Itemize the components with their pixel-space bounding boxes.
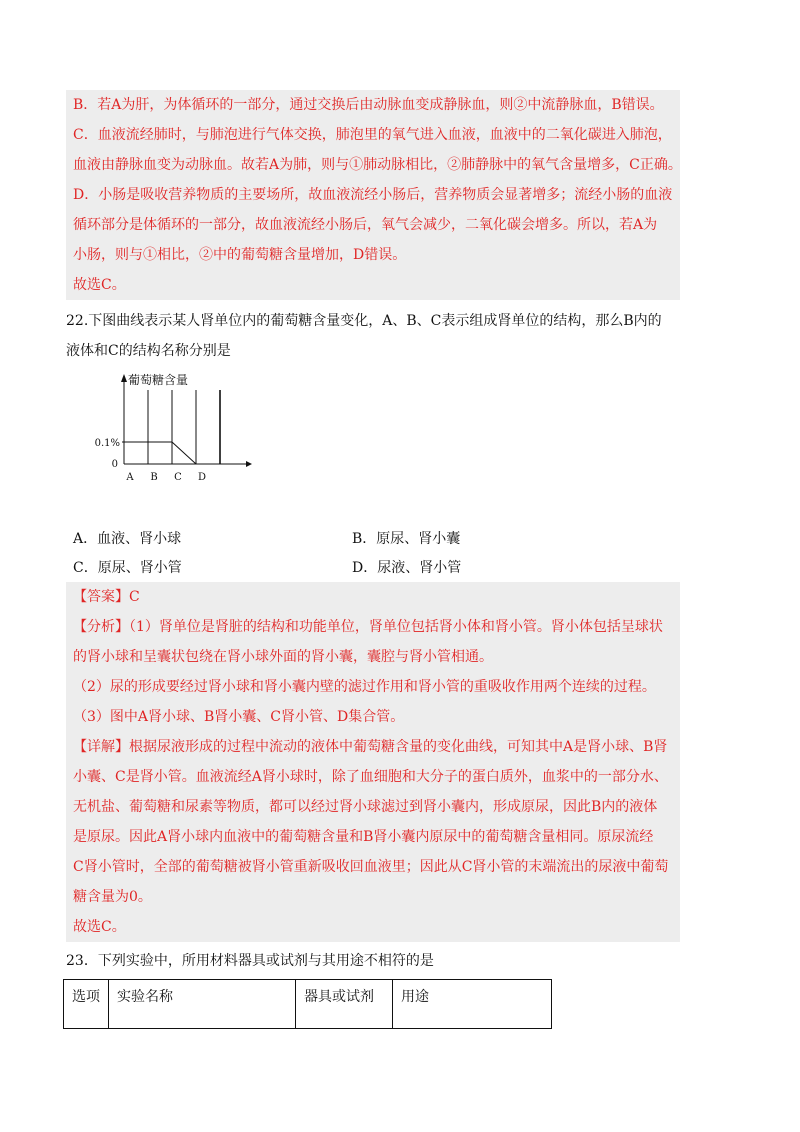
- option-c[interactable]: C．原尿、肾小管: [73, 560, 182, 576]
- prev-explanation-block: [66, 90, 680, 300]
- explanation-line: 血液由静脉血变为动脉血。故若A为肺，则与①肺动脉相比，②肺静脉中的氧气含量增多，C正确。: [73, 157, 682, 173]
- analysis-line: （2）尿的形成要经过肾小球和肾小囊内壁的滤过作用和肾小管的重吸收作用两个连续的过程。: [73, 679, 656, 695]
- option-b[interactable]: B．原尿、肾小囊: [352, 531, 461, 547]
- answer-line: 【答案】C: [73, 589, 140, 605]
- conclusion-line: 故选C。: [73, 919, 126, 935]
- explanation-line: C．血液流经肺时，与肺泡进行气体交换，肺泡里的氧气进入血液，血液中的二氧化碳进入肺泡，: [73, 127, 672, 143]
- table-header-row: [64, 980, 552, 1029]
- analysis-line: 【分析】（1）肾单位是肾脏的结构和功能单位，肾单位包括肾小体和肾小管。肾小体包括呈球状: [73, 619, 663, 635]
- glucose-curve: [124, 442, 196, 464]
- y-tick-label: 0.1%: [94, 438, 120, 449]
- x-tick-label: A: [126, 472, 134, 483]
- x-axis-arrow: [246, 461, 252, 467]
- detail-line: 小囊、C是肾小管。血液流经A肾小球时，除了血细胞和大分子的蛋白质外，血浆中的一部分水、: [73, 769, 668, 785]
- detail-line: 【详解】根据尿液形成的过程中流动的液体中葡萄糖含量的变化曲线，可知其中A是肾小球、B肾: [73, 739, 668, 755]
- option-a[interactable]: A．血液、肾小球: [73, 531, 182, 547]
- header-reagent: 器具或试剂: [296, 980, 393, 1029]
- header-usage: 用途: [393, 980, 552, 1029]
- detail-line: 糖含量为0。: [73, 889, 152, 905]
- header-experiment: 实验名称: [109, 980, 296, 1029]
- explanation-line: 循环部分是体循环的一部分，故血液流经小肠后，氧气会减少，二氧化碳会增多。所以，若A为: [73, 217, 658, 233]
- detail-line: 无机盐、葡萄糖和尿素等物质，都可以经过肾小球滤过到肾小囊内，形成原尿，因此B内的液体: [73, 799, 658, 815]
- header-option: 选项: [64, 980, 109, 1029]
- y-axis-label: 葡萄糖含量: [128, 373, 189, 387]
- detail-line: 是原尿。因此A肾小球内血液中的葡萄糖含量和B肾小囊内原尿中的葡萄糖含量相同。原尿流经: [73, 829, 654, 845]
- conclusion-line: 故选C。: [73, 277, 126, 293]
- q23-table: [63, 979, 552, 1029]
- x-tick-label: B: [150, 472, 158, 483]
- explanation-line: 小肠，则与①相比，②中的葡萄糖含量增加，D错误。: [73, 247, 407, 263]
- explanation-line: D．小肠是吸收营养物质的主要场所，故血液流经小肠后，营养物质会显著增多；流经小肠的血液: [73, 187, 673, 203]
- q22-stem-line1: 22.下图曲线表示某人肾单位内的葡萄糖含量变化，A、B、C表示组成肾单位的结构，那么B内的: [66, 313, 662, 329]
- x-tick-label: D: [197, 472, 207, 483]
- analysis-line: 的肾小球和呈囊状包绕在肾小球外面的肾小囊，囊腔与肾小管相通。: [73, 649, 493, 665]
- glucose-chart-svg: [94, 368, 270, 488]
- q22-answer-block: [66, 582, 680, 942]
- explanation-line: B．若A为肝，为体循环的一部分，通过交换后由动脉血变成静脉血，则②中流静脉血，B错误。: [73, 97, 664, 113]
- origin-label: 0: [111, 459, 118, 470]
- y-axis-arrow: [121, 374, 127, 382]
- detail-line: C肾小管时，全部的葡萄糖被肾小管重新吸收回血液里；因此从C肾小管的末端流出的尿液中葡萄: [73, 859, 669, 875]
- option-d[interactable]: D．尿液、肾小管: [352, 560, 462, 576]
- x-tick-label: C: [174, 472, 182, 483]
- glucose-chart: [94, 368, 270, 488]
- q23-stem: 23．下列实验中，所用材料器具或试剂与其用途不相符的是: [66, 953, 434, 969]
- analysis-line: （3）图中A肾小球、B肾小囊、C肾小管、D集合管。: [73, 709, 405, 725]
- q22-stem-line2: 液体和C的结构名称分别是: [66, 343, 231, 359]
